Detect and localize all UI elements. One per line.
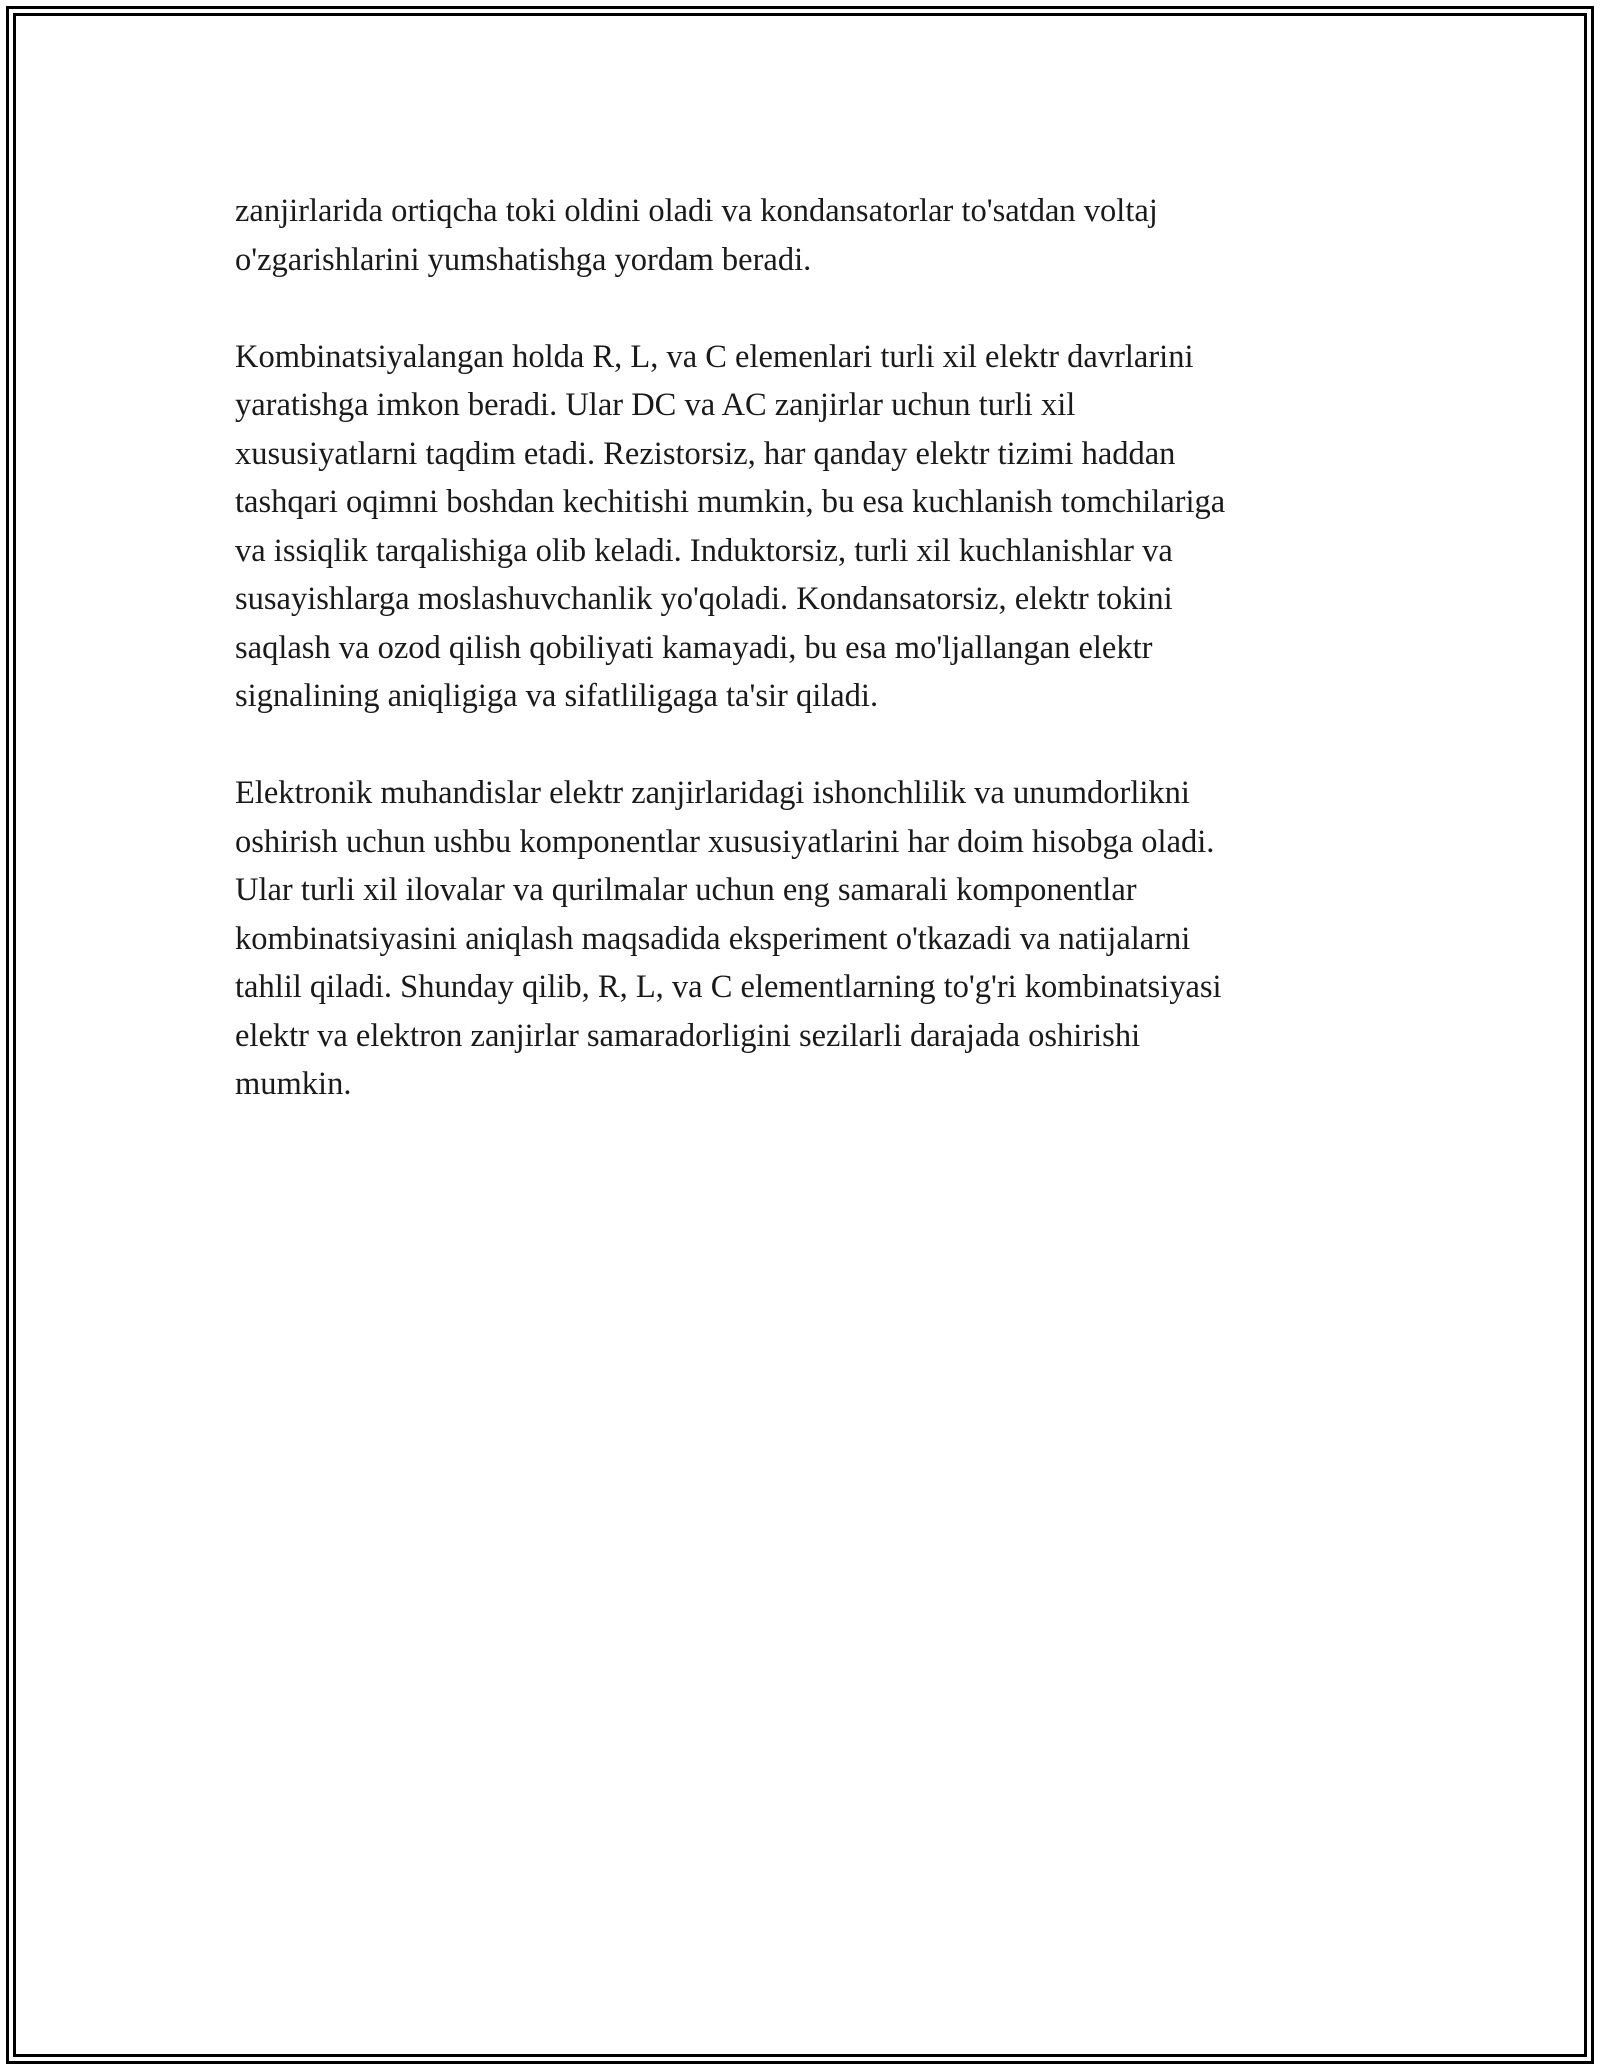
paragraph-3: Elektronik muhandislar elektr zanjirlaridagi ishonchlilik va unumdorlikni oshirish uchun ushbu komponentlar xususiyatlarini har doim hisobga oladi. Ular turli xil ilovalar va qurilmalar uchun eng samarali komponentlar kombinatsiyasini aniqlash maqsadida eksperiment o'tkazadi va natijalarni tahlil qiladi. Shunday qilib, R, L, va C elementlarning to'g'ri kombinatsiyasi elektr va elektron zanjirlar samaradorligini sezilarli darajada oshirishi mumkin. xyxy=(235,775,1222,1102)
document-body xyxy=(235,187,1365,1157)
paragraph-1: zanjirlarida ortiqcha toki oldini oladi va kondansatorlar to'satdan voltaj o'zgarishlarini yumshatishga yordam beradi. xyxy=(235,193,1158,278)
paragraph-2: Kombinatsiyalangan holda R, L, va C elemenlari turli xil elektr davrlarini yaratishga imkon beradi. Ular DC va AC zanjirlar uchun turli xil xususiyatlarni taqdim etadi. Rezistorsiz, har qanday elektr tizimi haddan tashqari oqimni boshdan kechitishi mumkin, bu esa kuchlanish tomchilariga va issiqlik tarqalishiga olib keladi. Induktorsiz, turli xil kuchlanishlar va susayishlarga moslashuvchanlik yo'qoladi. Kondansatorsiz, elektr tokini saqlash va ozod qilish qobiliyati kamayadi, bu esa mo'ljallangan elektr signalining aniqligiga va sifatliligaga ta'sir qiladi. xyxy=(235,338,1226,714)
